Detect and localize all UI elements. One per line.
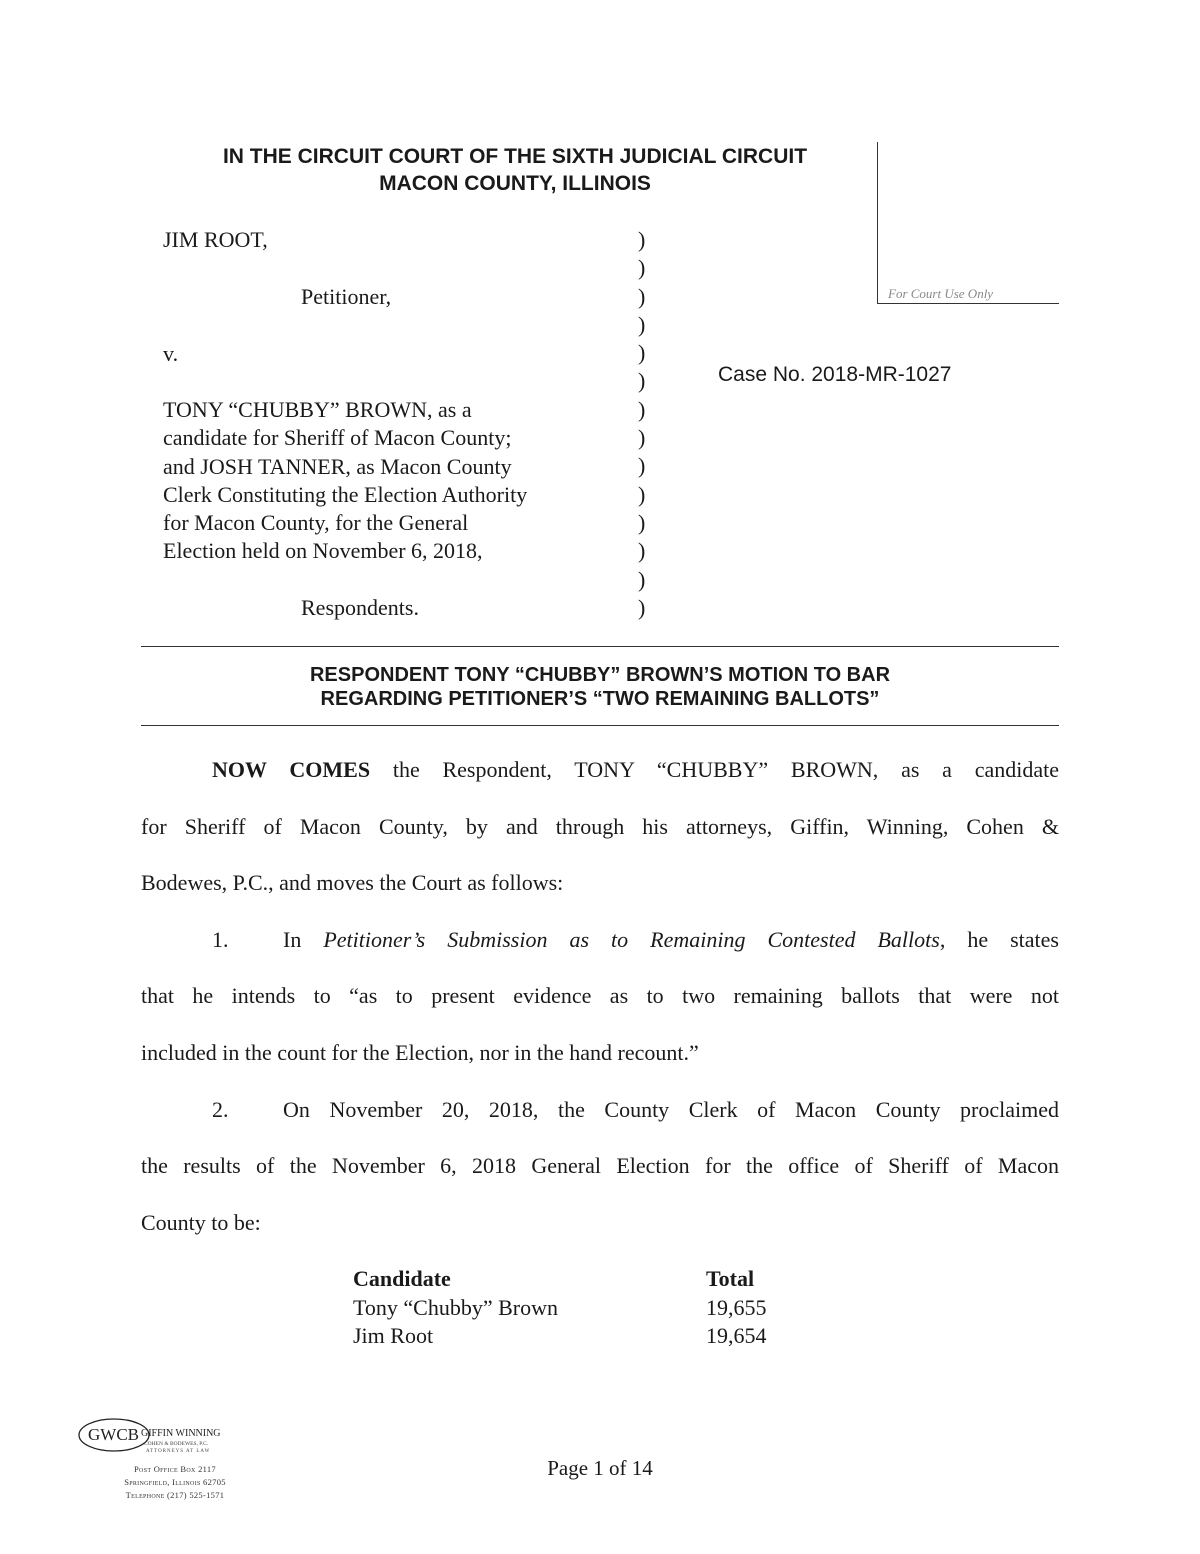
title-rule-bottom (141, 725, 1059, 726)
motion-title-line2: REGARDING PETITIONER’S “TWO REMAINING BALLOTS” (320, 688, 880, 710)
paragraph-1-line-3: included in the count for the Election, nor in the hand recount.” (141, 1040, 699, 1065)
paren: ) (638, 538, 646, 564)
respondent-line: candidate for Sheriff of Macon County; (163, 425, 512, 451)
now-comes: NOW COMES (212, 757, 371, 782)
title-rule-top (141, 646, 1059, 647)
petitioner-name: JIM ROOT, (163, 227, 268, 252)
court-title-line1: IN THE CIRCUIT COURT OF THE SIXTH JUDICIAL CIRCUIT (222, 145, 808, 168)
intro-line-2: for Sheriff of Macon County, by and through his attorneys, Giffin, Winning, Cohen & (141, 814, 1059, 839)
p1-post: , he states (939, 927, 1059, 952)
paren: ) (638, 283, 646, 309)
paren: ) (638, 566, 646, 592)
caption-parentheses (638, 226, 645, 622)
intro-line-3: Bodewes, P.C., and moves the Court as follows: (141, 870, 564, 895)
case-number: Case No. 2018-MR-1027 (718, 363, 952, 386)
logo-firm-sub: COHEN & BODEWES, P.C. (144, 1441, 209, 1447)
p1-pre: In (283, 927, 324, 952)
intro-line-1 (212, 757, 1059, 783)
p1-italic-title: Petitioner’s Submission as to Remaining Contested Ballots (323, 927, 940, 952)
logo-firm-name: GIFFIN WINNING (141, 1428, 221, 1439)
paren: ) (638, 396, 646, 422)
respondent-line: Election held on November 6, 2018, (163, 538, 483, 564)
respondent-block (163, 396, 527, 566)
court-use-box-bottom-border (877, 303, 1059, 304)
paragraph-2-line-1: On November 20, 2018, the County Clerk of Macon County proclaimed (283, 1097, 1059, 1122)
address-line-1: Post Office Box 2117 (134, 1464, 216, 1474)
page-number: Page 1 of 14 (547, 1456, 653, 1480)
paren: ) (638, 227, 646, 252)
versus: v. (163, 341, 179, 366)
telephone: Telephone (217) 525-1571 (125, 1490, 225, 1500)
logo-monogram: GWCB (88, 1425, 139, 1444)
motion-title-line1: RESPONDENT TONY “CHUBBY” BROWN’S MOTION TO BAR (309, 664, 891, 686)
respondent-line: TONY “CHUBBY” BROWN, as a (163, 397, 472, 422)
address-line-2: Springfield, Illinois 62705 (124, 1477, 226, 1487)
paren: ) (638, 255, 646, 281)
paren: ) (638, 425, 646, 451)
intro-line-1-text: the Respondent, TONY “CHUBBY” BROWN, as a candidate (370, 757, 1059, 782)
table-header-candidate: Candidate (353, 1266, 451, 1291)
court-title (140, 143, 890, 197)
logo-firm-tag: ATTORNEYS AT LAW (146, 1449, 211, 1454)
paren: ) (638, 311, 646, 337)
court-title-line2: MACON COUNTY, ILLINOIS (379, 172, 651, 195)
table-cell-candidate: Jim Root (353, 1323, 434, 1348)
paren: ) (638, 594, 646, 620)
table-cell-candidate: Tony “Chubby” Brown (353, 1294, 558, 1320)
respondent-line: and JOSH TANNER, as Macon County (163, 453, 512, 479)
petitioner-role: Petitioner, (301, 284, 392, 309)
paren: ) (638, 509, 646, 535)
paren: ) (638, 368, 646, 394)
paren: ) (638, 453, 646, 479)
table-cell-total: 19,654 (706, 1323, 767, 1348)
paragraph-2-line-2: the results of the November 6, 2018 General Election for the office of Sheriff of Macon (141, 1153, 1059, 1178)
court-use-box-left-border (877, 142, 878, 304)
paren: ) (638, 481, 646, 507)
paragraph-2-number: 2. (212, 1097, 229, 1122)
motion-title (141, 663, 1059, 711)
table-header-total: Total (706, 1266, 755, 1291)
paren: ) (638, 340, 646, 366)
court-use-label: For Court Use Only (888, 286, 994, 301)
paragraph-1-line-1 (283, 927, 1059, 953)
respondent-line: for Macon County, for the General (163, 510, 469, 536)
respondent-line: Clerk Constituting the Election Authority (163, 481, 528, 507)
respondent-role: Respondents. (301, 595, 419, 620)
paragraph-1-number: 1. (212, 927, 229, 952)
table-cell-total: 19,655 (706, 1294, 767, 1320)
paragraph-1-line-2: that he intends to “as to present evidence as to two remaining ballots that were not (141, 983, 1059, 1008)
paragraph-2-line-3: County to be: (141, 1210, 261, 1235)
